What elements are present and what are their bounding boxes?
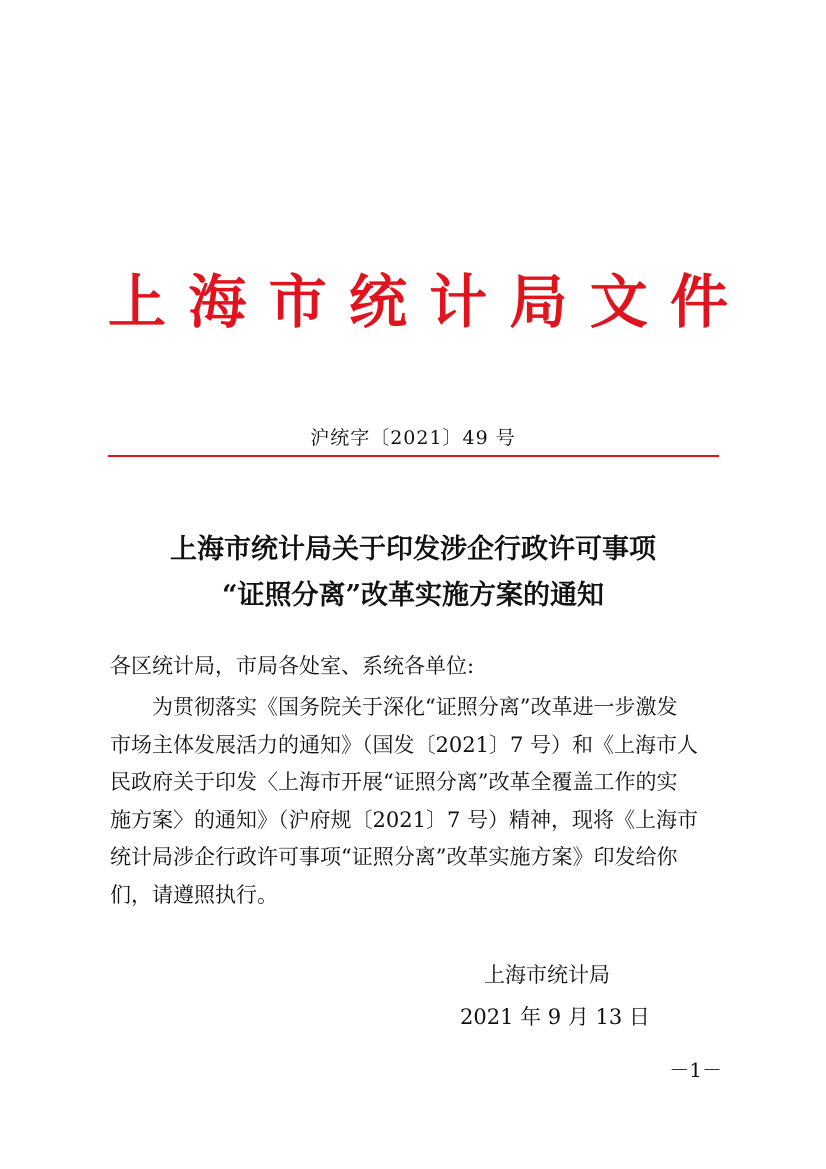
body-line: 们，请遵照执行。	[110, 882, 278, 907]
document-header-title	[108, 262, 728, 342]
notice-title	[0, 527, 826, 619]
body-paragraph	[110, 689, 722, 914]
header-char: 局	[509, 268, 568, 336]
document-number: 沪统字〔2021〕49 号	[310, 427, 516, 449]
header-char: 市	[268, 268, 327, 336]
body-line: 为贯彻落实《国务院关于深化“证照分离”改革进一步激发	[152, 695, 678, 719]
body-line: 市场主体发展活力的通知》（国发〔2021〕7 号）和《上海市人	[110, 732, 698, 757]
header-char: 件	[669, 268, 728, 336]
header-char: 文	[589, 268, 648, 336]
red-divider-line	[108, 455, 719, 457]
body-line: 施方案〉的通知》（沪府规〔2021〕7 号）精神，现将《上海市	[110, 807, 698, 832]
salutation: 各区统计局，市局各处室、系统各单位:	[110, 654, 475, 678]
header-char: 上	[108, 268, 167, 336]
header-char: 计	[429, 268, 488, 336]
page-number: －1－	[669, 1058, 722, 1082]
signature-date: 2021 年 9 月 13 日	[460, 1005, 650, 1029]
signature-organization: 上海市统计局	[484, 963, 610, 987]
body-line: 统计局涉企行政许可事项“证照分离”改革实施方案》印发给你	[110, 845, 678, 869]
header-char: 海	[188, 268, 247, 336]
notice-title-line: 上海市统计局关于印发涉企行政许可事项	[170, 534, 656, 565]
notice-title-line: “证照分离”改革实施方案的通知	[221, 580, 605, 611]
header-char: 统	[348, 268, 407, 336]
body-line: 民政府关于印发〈上海市开展“证照分离”改革全覆盖工作的实	[110, 770, 678, 794]
